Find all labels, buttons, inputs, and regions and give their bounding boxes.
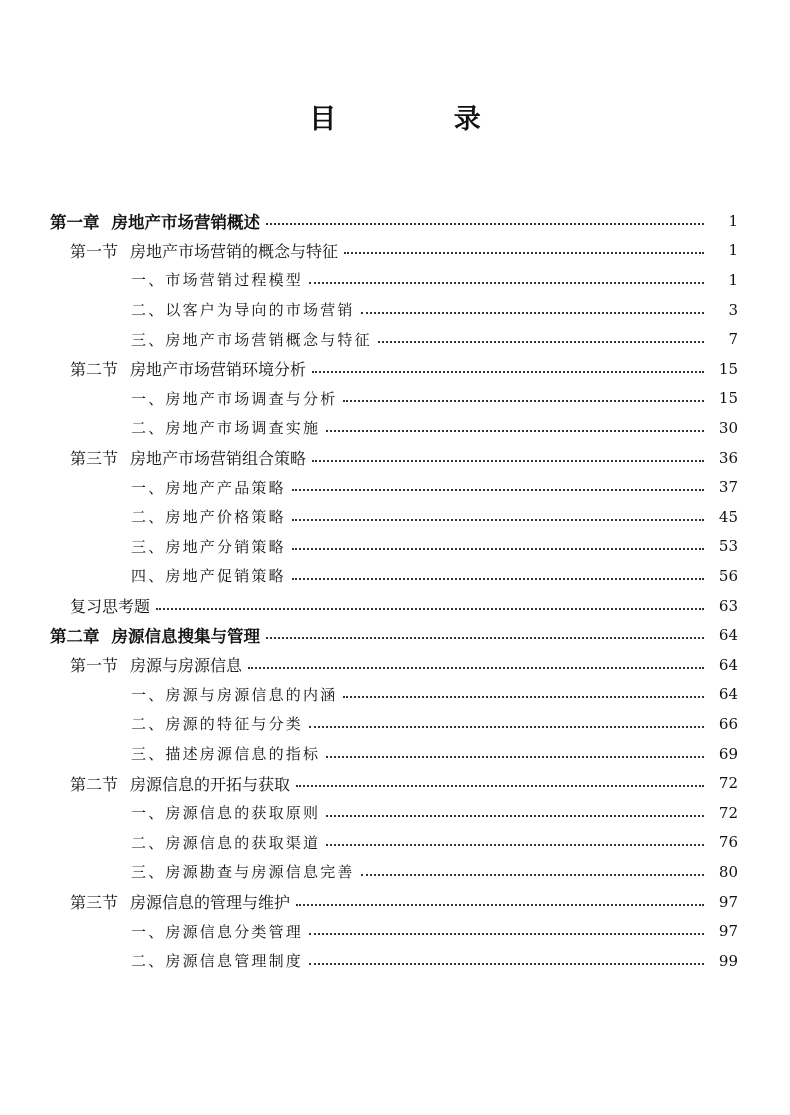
toc-entry-text: [70, 772, 290, 795]
toc-entry-text: [70, 653, 242, 676]
toc-entry-text: [131, 536, 286, 557]
page-number: 97: [718, 922, 738, 941]
leader-dots: [344, 252, 704, 254]
toc-entry-title: 房地产市场营销概述: [111, 212, 260, 232]
toc-entry-section[interactable]: [70, 650, 738, 680]
leader-dots: [292, 519, 704, 521]
toc-entry-text: [70, 239, 338, 262]
page-number: 64: [718, 626, 738, 645]
toc-entry-text: [131, 832, 320, 853]
toc-entry-title: 三、房源勘查与房源信息完善: [131, 863, 355, 882]
toc-entry-chapter[interactable]: [50, 206, 738, 236]
toc-entry-label: 第三节: [70, 893, 119, 913]
leader-dots: [296, 904, 704, 906]
toc-entry-item[interactable]: [131, 828, 738, 858]
toc-entry-title: 房源信息的管理与维护: [130, 893, 291, 913]
toc-entry-item[interactable]: [131, 857, 738, 887]
leader-dots: [361, 312, 704, 314]
toc-entry-label: 第二节: [70, 360, 119, 380]
toc-entry-text: [131, 921, 303, 942]
page-number: 37: [718, 478, 738, 497]
toc-entry-title: 房源信息的开拓与获取: [130, 774, 291, 794]
toc-entry-text: [131, 802, 320, 823]
toc-entry-item[interactable]: [131, 502, 738, 532]
toc-entry-item[interactable]: [131, 413, 738, 443]
toc-entry-title: 二、房源信息管理制度: [131, 952, 304, 971]
leader-dots: [361, 874, 704, 876]
toc-entry-title: 复习思考题: [70, 597, 151, 617]
toc-entry-item[interactable]: [131, 472, 738, 502]
page-number: 99: [718, 951, 738, 970]
page-number: 76: [718, 833, 738, 852]
toc-entry-text: [131, 684, 337, 705]
page-number: 80: [718, 862, 738, 881]
toc-entry-text: [131, 565, 286, 586]
page-number: 64: [718, 655, 738, 674]
leader-dots: [292, 578, 704, 580]
toc-entry-text: [50, 623, 260, 647]
page-number: 69: [718, 744, 738, 763]
toc-entry-title: 一、房源信息分类管理: [131, 922, 304, 941]
leader-dots: [326, 815, 704, 817]
leader-dots: [309, 726, 704, 728]
page-number: 1: [728, 211, 738, 230]
toc-entry-text: [131, 329, 372, 350]
toc-entry-chapter[interactable]: [50, 620, 738, 650]
toc-entry-title: 房地产市场营销的概念与特征: [130, 241, 339, 261]
toc-entry-title: 一、房源信息的获取原则: [131, 804, 321, 823]
toc-entry-section[interactable]: [70, 236, 738, 266]
toc-entry-title: 二、房地产价格策略: [131, 508, 286, 527]
page-number: 1: [728, 241, 738, 260]
toc-entry-title: 房源与房源信息: [130, 656, 243, 676]
toc-entry-title: 二、房源信息的获取渠道: [131, 833, 321, 852]
toc-entry-title: 三、描述房源信息的指标: [131, 745, 321, 764]
leader-dots: [309, 963, 704, 965]
toc-entry-title: 一、房地产产品策略: [131, 478, 286, 497]
page-number: 53: [718, 537, 738, 556]
toc-entry-text: [70, 594, 150, 617]
toc-entry-title: 三、房地产市场营销概念与特征: [131, 330, 372, 349]
toc-entry-item[interactable]: [131, 739, 738, 769]
leader-dots: [266, 223, 704, 225]
toc-entry-section[interactable]: [70, 591, 738, 621]
toc-entry-label: 第一节: [70, 656, 119, 676]
leader-dots: [292, 548, 704, 550]
page-number: 15: [718, 389, 738, 408]
toc-entry-text: [131, 713, 303, 734]
toc-entry-section[interactable]: [70, 887, 738, 917]
leader-dots: [312, 460, 704, 462]
toc-entry-item[interactable]: [131, 532, 738, 562]
leader-dots: [378, 341, 704, 343]
toc-entry-label: 第一章: [50, 212, 100, 232]
toc-entry-label: 第二章: [50, 627, 100, 647]
toc-entry-item[interactable]: [131, 561, 738, 591]
leader-dots: [156, 608, 704, 610]
page-number: 64: [718, 685, 738, 704]
toc-entry-label: 第二节: [70, 774, 119, 794]
leader-dots: [312, 371, 704, 373]
leader-dots: [309, 933, 704, 935]
leader-dots: [296, 785, 704, 787]
toc-entry-title: 一、房地产市场调查与分析: [131, 389, 338, 408]
leader-dots: [309, 282, 704, 284]
page-number: 56: [718, 566, 738, 585]
toc-entry-title: 一、市场营销过程模型: [131, 271, 304, 290]
toc-entry-title: 四、房地产促销策略: [131, 567, 286, 586]
toc-entry-item[interactable]: [131, 798, 738, 828]
toc-entry-item[interactable]: [131, 384, 738, 414]
toc-entry-text: [131, 861, 355, 882]
toc-entry-item[interactable]: [131, 916, 738, 946]
toc-entry-item[interactable]: [131, 295, 738, 325]
toc-entry-section[interactable]: [70, 768, 738, 798]
page-number: 72: [718, 774, 738, 793]
toc-entry-title: 三、房地产分销策略: [131, 537, 286, 556]
toc-entry-text: [131, 477, 286, 498]
page-number: 66: [718, 714, 738, 733]
toc-entry-item[interactable]: [131, 946, 738, 976]
toc-entry-text: [70, 890, 290, 913]
toc-entry-text: [50, 209, 260, 233]
toc-entry-title: 房地产市场营销环境分析: [130, 360, 307, 380]
page-title: 目 录: [309, 104, 535, 135]
toc-entry-title: 一、房源与房源信息的内涵: [131, 685, 338, 704]
page-number: 1: [728, 270, 738, 289]
page-number: 36: [718, 448, 738, 467]
page-number: 3: [728, 300, 738, 319]
toc-entry-label: 第三节: [70, 449, 119, 469]
toc-entry-text: [131, 388, 337, 409]
toc-entry-text: [70, 446, 306, 469]
page-number: 15: [718, 359, 738, 378]
toc-entry-text: [131, 417, 320, 438]
page-number: 45: [718, 507, 738, 526]
toc-entry-text: [70, 357, 306, 380]
toc-entry-text: [131, 299, 355, 320]
page-number: 7: [728, 330, 738, 349]
page-number: 97: [718, 892, 738, 911]
toc-entry-text: [131, 743, 320, 764]
toc-entry-item[interactable]: [131, 680, 738, 710]
toc-entry-title: 二、房地产市场调查实施: [131, 419, 321, 438]
toc-entry-text: [131, 506, 286, 527]
toc-entry-item[interactable]: [131, 265, 738, 295]
toc-entry-section[interactable]: [70, 443, 738, 473]
toc-entry-item[interactable]: [131, 324, 738, 354]
toc-entry-text: [131, 950, 303, 971]
page-number: 72: [718, 803, 738, 822]
leader-dots: [343, 400, 704, 402]
toc-entry-title: 二、房源的特征与分类: [131, 715, 304, 734]
toc-entry-title: 二、以客户为导向的市场营销: [131, 301, 355, 320]
leader-dots: [266, 637, 704, 639]
leader-dots: [326, 756, 704, 758]
leader-dots: [326, 430, 704, 432]
leader-dots: [343, 696, 704, 698]
leader-dots: [326, 844, 704, 846]
toc-entry-title: 房地产市场营销组合策略: [130, 449, 307, 469]
toc-entry-text: [131, 269, 303, 290]
toc-entry-title: 房源信息搜集与管理: [111, 627, 260, 647]
leader-dots: [248, 667, 704, 669]
page-number: 63: [718, 596, 738, 615]
leader-dots: [292, 489, 704, 491]
toc-entry-section[interactable]: [70, 354, 738, 384]
page-number: 30: [718, 418, 738, 437]
toc-entry-item[interactable]: [131, 709, 738, 739]
toc-entry-label: 第一节: [70, 241, 119, 261]
